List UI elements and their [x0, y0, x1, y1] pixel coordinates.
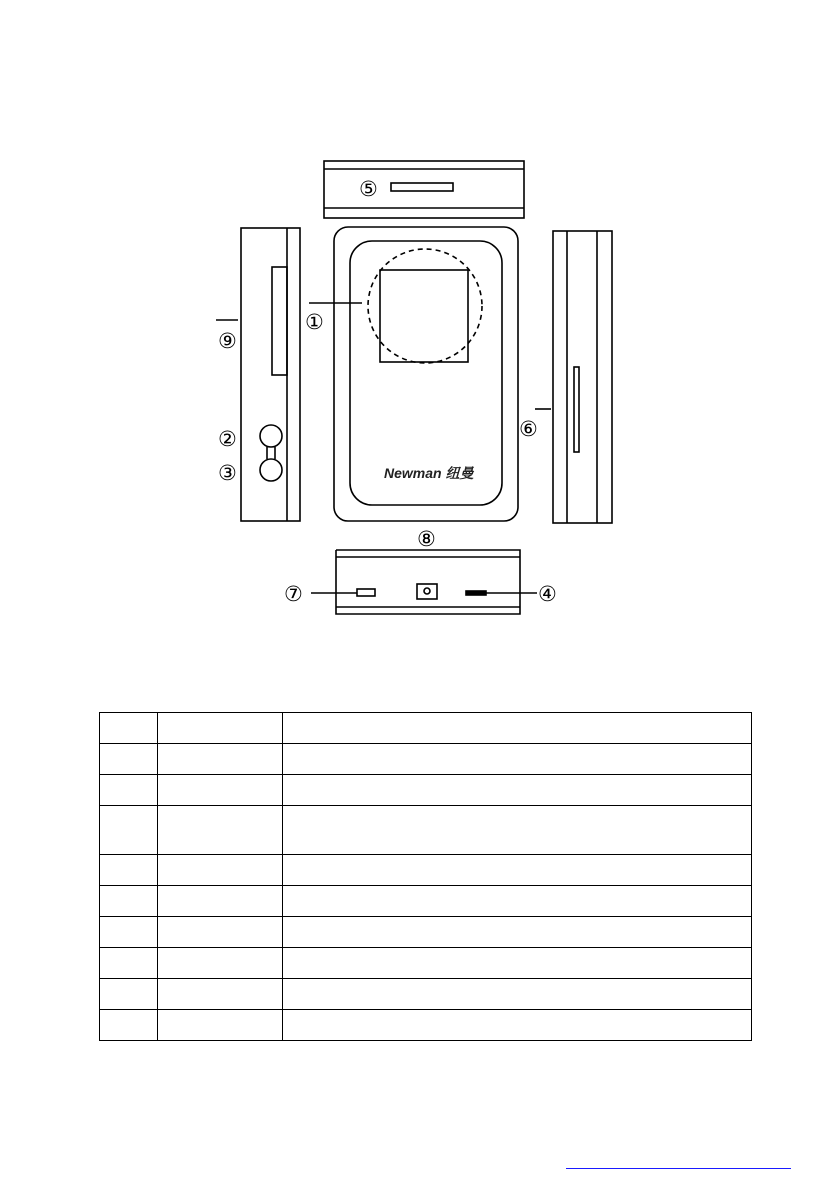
- left-side-view: [241, 228, 300, 521]
- magnifier-circle: [368, 249, 482, 363]
- table-row: [100, 948, 752, 979]
- table-row: [100, 855, 752, 886]
- table-row: [100, 917, 752, 948]
- table-cell: [283, 1010, 752, 1041]
- brand-logo: Newman 纽曼: [384, 465, 474, 481]
- table-cell: [283, 855, 752, 886]
- table-cell: [283, 917, 752, 948]
- table-row: [100, 979, 752, 1010]
- table-cell: [158, 855, 283, 886]
- callout-9: ⑨: [218, 329, 237, 353]
- table-cell: [100, 886, 158, 917]
- usb-port-7: [357, 589, 375, 596]
- table-cell: [158, 979, 283, 1010]
- table-cell: [100, 948, 158, 979]
- table-cell: [158, 917, 283, 948]
- table-cell: [100, 1010, 158, 1041]
- table-cell: [283, 744, 752, 775]
- bottom-view: [336, 550, 520, 614]
- button-3: [260, 459, 282, 481]
- table-cell: [100, 855, 158, 886]
- table-cell: [283, 775, 752, 806]
- slot-5: [391, 183, 453, 191]
- table-cell: [158, 1010, 283, 1041]
- power-port: [417, 584, 437, 599]
- table-cell: [158, 744, 283, 775]
- table-row: [100, 713, 752, 744]
- display-window: [380, 270, 468, 362]
- table-row: [100, 744, 752, 775]
- table-row: [100, 1010, 752, 1041]
- table-cell: [283, 979, 752, 1010]
- table-cell: [283, 713, 752, 744]
- callout-3: ③: [218, 461, 237, 485]
- callout-6: ⑥: [519, 417, 538, 441]
- table-cell: [158, 775, 283, 806]
- table-cell: [283, 948, 752, 979]
- table-cell: [283, 886, 752, 917]
- footer-link-underline[interactable]: [566, 1160, 791, 1169]
- slot-4: [466, 591, 486, 595]
- table-cell: [100, 917, 158, 948]
- table-cell: [158, 806, 283, 855]
- table-row: [100, 806, 752, 855]
- slot-6: [574, 367, 579, 452]
- table-cell: [100, 806, 158, 855]
- table-cell: [100, 775, 158, 806]
- table-row: [100, 886, 752, 917]
- slot-9: [272, 267, 287, 375]
- table-cell: [283, 806, 752, 855]
- callout-4: ④: [538, 582, 557, 606]
- table-cell: [100, 713, 158, 744]
- callout-1: ①: [305, 310, 324, 334]
- callout-7: ⑦: [284, 582, 303, 606]
- callout-2: ②: [218, 427, 237, 451]
- table-cell: [100, 979, 158, 1010]
- button-2: [260, 425, 282, 447]
- parts-table: [99, 712, 752, 1041]
- callout-5: ⑤: [359, 177, 378, 201]
- table-cell: [158, 948, 283, 979]
- top-view: [324, 161, 524, 218]
- table-cell: [158, 886, 283, 917]
- table-cell: [100, 744, 158, 775]
- table-row: [100, 775, 752, 806]
- table-cell: [158, 713, 283, 744]
- callout-8: ⑧: [417, 527, 436, 551]
- right-side-view: [553, 231, 612, 523]
